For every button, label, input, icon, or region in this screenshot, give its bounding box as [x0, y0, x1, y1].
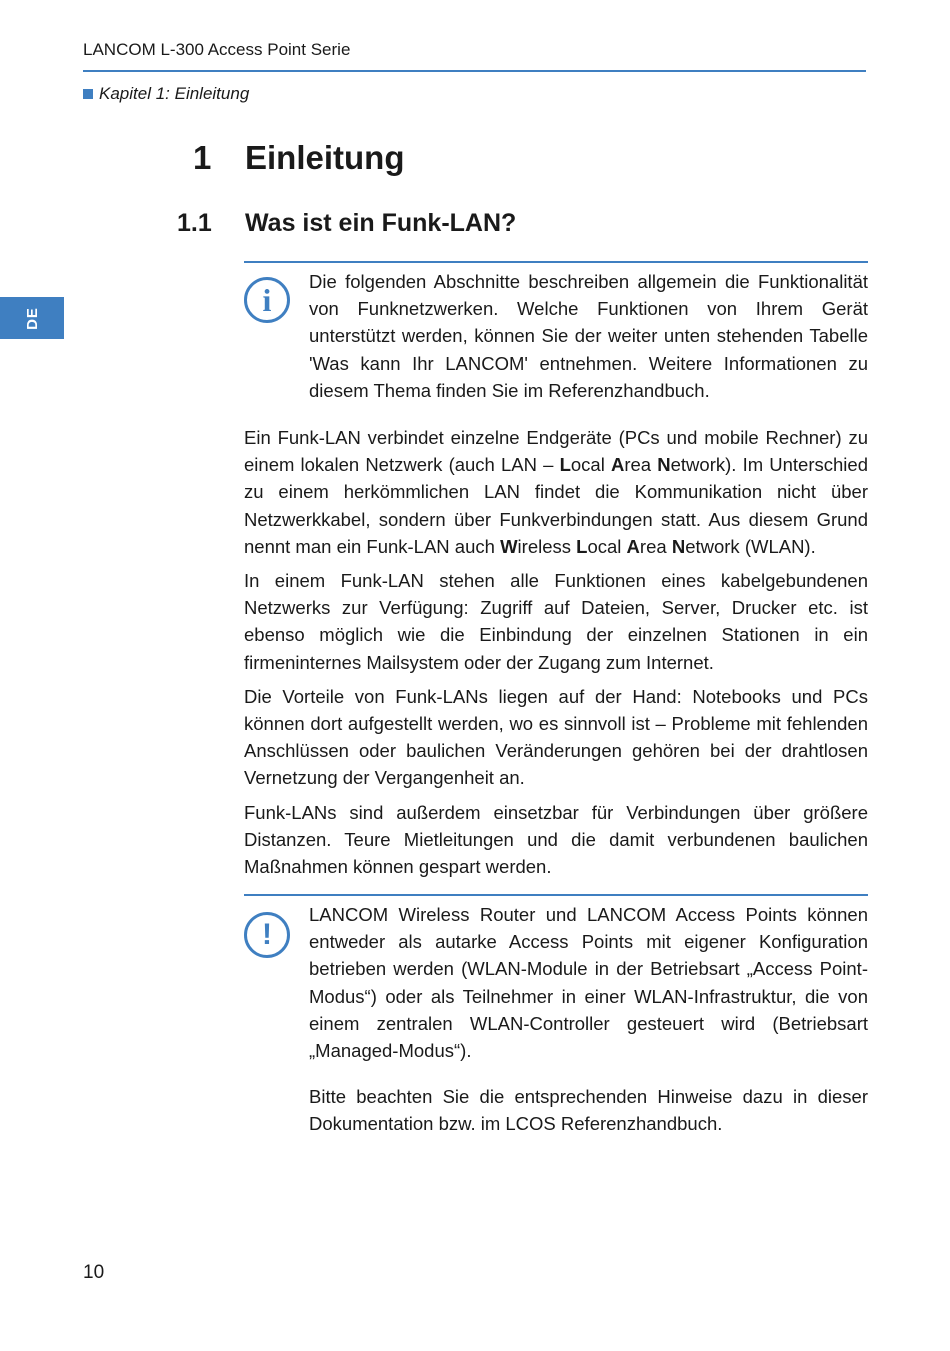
paragraph-wlan-definition: Ein Funk-LAN verbindet einzelne Endgeräte (PCs und mobile Rechner) zu einem lokalen Netzwerk (auch LAN – Local Area Network). Im Unterschied zu einem herkömmlichen LAN findet die Kommunikation nicht über Netzwerkkabel, sondern über Funkverbindungen statt. Aus diesem Grund nennt man ein Funk-LAN auch Wireless Local Area Network (WLAN). [244, 427, 868, 557]
info-note [244, 261, 868, 423]
info-note-text: Die folgenden Abschnitte beschreiben allgemein die Funktionalität von Funknetzwerken. Welche Funktionen von Ihrem Gerät unterstützt werden, können Sie der weiter unten stehenden Tabelle 'Was kann Ihr LANCOM' entnehmen. Weitere Informationen zu diesem Thema finden Sie im Referenzhandbuch. [309, 271, 868, 401]
paragraph-distances: Funk-LANs sind außerdem einsetzbar für Verbindungen über größere Distanzen. Teure Mietleitungen und die damit verbundenen baulichen Maßnahmen können gespart werden. [244, 801, 868, 878]
language-tab-label: DE [23, 306, 41, 330]
warning-note [244, 894, 868, 1157]
chapter-bullet-icon [83, 89, 93, 99]
running-header-chapter [83, 84, 249, 104]
chapter-number: 1 [193, 139, 212, 176]
paragraph-functions: In einem Funk-LAN stehen alle Funktionen eines kabelgebundenen Netzwerks zur Verfügung: Zugriff auf Dateien, Server, Drucker etc. ist ebenso möglich wie die Einbindung der einzelnen Stationen in ein firmeninternes Mailsystem oder der Zugang zum Internet. [244, 570, 868, 673]
header-rule [83, 70, 866, 72]
chapter-title: Einleitung [245, 139, 405, 176]
body-text [244, 424, 868, 887]
paragraph-advantages: Die Vorteile von Funk-LANs liegen auf der Hand: Notebooks und PCs können dort aufgestellt werden, wo es sinnvoll ist – Probleme mit fehlenden Anschlüssen oder baulichen Veränderungen gehören bei der drahtlosen Vernetzung der Vergangenheit an. [244, 685, 868, 789]
section-heading [177, 209, 516, 238]
exclamation-icon: ! [244, 912, 290, 958]
language-tab [0, 297, 64, 339]
chapter-heading [193, 139, 405, 177]
running-header-title: LANCOM L-300 Access Point Serie [83, 40, 351, 59]
page-number: 10 [83, 1262, 105, 1283]
section-title: Was ist ein Funk-LAN? [245, 209, 517, 237]
warning-note-hint: Bitte beachten Sie die entsprechenden Hinweise dazu in dieser Dokumentation bzw. im LCOS Referenzhandbuch. [309, 1086, 868, 1135]
warning-note-text: LANCOM Wireless Router und LANCOM Access Points können entweder als autarke Access Points mit eigener Konfiguration betrieben werden (WLAN-Module in der Betriebsart „Access Point-Modus“) oder als Teilnehmer in einer WLAN-Infrastruktur, die von einem zentralen WLAN-Controller gesteuert wird (Betriebsart „Managed-Modus“). [309, 904, 868, 1062]
info-icon: i [244, 277, 290, 323]
section-number: 1.1 [177, 209, 212, 237]
chapter-label: Kapitel 1: Einleitung [99, 84, 250, 103]
